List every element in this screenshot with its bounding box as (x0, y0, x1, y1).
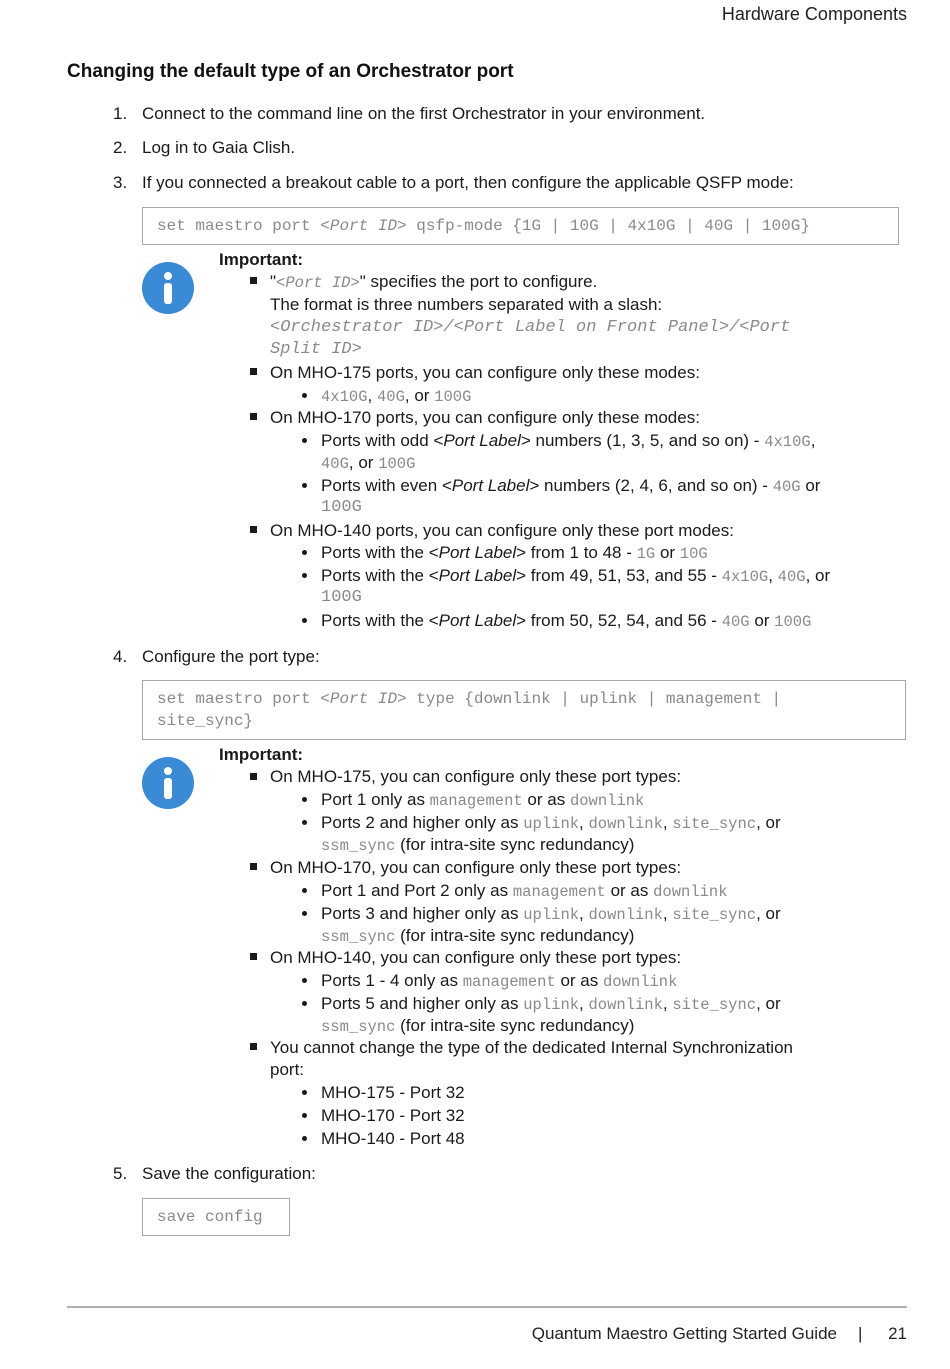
footer-divider (67, 1306, 907, 1308)
list-item-continued: 40G, or 100G (321, 453, 416, 473)
step-number: 4. (113, 647, 128, 666)
list-item-text: The format is three numbers separated with a slash: (270, 295, 663, 314)
list-item: Port 1 and Port 2 only as management or as downlink (321, 881, 728, 901)
list-item: Ports with the <Port Label> from 1 to 48 - 1G or 10G (321, 543, 708, 563)
bullet-dot (302, 1090, 307, 1095)
info-icon (142, 262, 194, 314)
bullet-dot (302, 438, 307, 443)
footer-separator: | (858, 1324, 863, 1343)
bullet-dot (302, 978, 307, 983)
list-item: Ports with odd <Port Label> numbers (1, 3, 5, and so on) - 4x10G, (321, 431, 816, 451)
list-item: MHO-170 - Port 32 (321, 1106, 465, 1125)
list-item-continued: ssm_sync (for intra-site sync redundancy) (321, 1016, 635, 1036)
step-number: 5. (113, 1164, 128, 1183)
step-number: 2. (113, 138, 128, 157)
bullet-dot (302, 1113, 307, 1118)
list-item: MHO-175 - Port 32 (321, 1083, 465, 1102)
list-item-continued: ssm_sync (for intra-site sync redundancy) (321, 926, 635, 946)
bullet-dot (302, 618, 307, 623)
code-placeholder: <Port ID> (320, 217, 407, 235)
code-text: set maestro port (157, 217, 321, 235)
info-icon (142, 757, 194, 809)
list-item: On MHO-170 ports, you can configure only these modes: (270, 408, 700, 427)
bullet-dot (302, 1001, 307, 1006)
code-format: Split ID> (270, 340, 362, 359)
code-format: <Orchestrator ID>/<Port Label on Front Panel>/<Port (270, 318, 791, 337)
bullet-dot (302, 911, 307, 916)
bullet-dot (302, 550, 307, 555)
page-number: 21 (888, 1324, 907, 1343)
bullet-square (250, 526, 257, 533)
important-heading: Important: (219, 250, 304, 269)
step-text: Connect to the command line on the first Orchestrator in your environment. (142, 104, 706, 123)
bullet-square (250, 277, 257, 284)
bullet-dot (302, 888, 307, 893)
step-number: 3. (113, 173, 128, 192)
bullet-square (250, 863, 257, 870)
bullet-square (250, 773, 257, 780)
list-item: On MHO-175, you can configure only these port types: (270, 767, 682, 786)
footer-guide-title: Quantum Maestro Getting Started Guide (531, 1324, 837, 1343)
bullet-dot (302, 797, 307, 802)
list-item: 4x10G, 40G, or 100G (321, 386, 472, 406)
list-item-continued: ssm_sync (for intra-site sync redundancy) (321, 835, 635, 855)
step-number: 1. (113, 104, 128, 123)
list-item: Port 1 only as management or as downlink (321, 790, 645, 810)
list-item: On MHO-170, you can configure only these port types: (270, 858, 682, 877)
step-text: Configure the port type: (142, 647, 320, 666)
bullet-square (250, 368, 257, 375)
bullet-square (250, 413, 257, 420)
code-placeholder: <Port ID> (320, 690, 407, 708)
list-item: On MHO-175 ports, you can configure only these modes: (270, 363, 700, 382)
list-item: Ports with the <Port Label> from 49, 51, 53, and 55 - 4x10G, 40G, or (321, 566, 831, 586)
bullet-square (250, 1043, 257, 1050)
step-text: If you connected a breakout cable to a port, then configure the applicable QSFP mode: (142, 173, 794, 192)
list-item: Ports 1 - 4 only as management or as downlink (321, 971, 678, 991)
list-item: Ports 5 and higher only as uplink, downlink, site_sync, or (321, 994, 781, 1014)
list-item: Ports with the <Port Label> from 50, 52, 54, and 56 - 40G or 100G (321, 611, 812, 631)
list-item: Ports 2 and higher only as uplink, downlink, site_sync, or (321, 813, 781, 833)
list-item: "<Port ID>" specifies the port to configure. (270, 272, 598, 292)
list-item: Ports 3 and higher only as uplink, downlink, site_sync, or (321, 904, 781, 924)
bullet-dot (302, 573, 307, 578)
step-text: Save the configuration: (142, 1164, 316, 1183)
code-block-port-type (142, 680, 906, 740)
list-item: Ports with even <Port Label> numbers (2, 4, 6, and so on) - 40G or (321, 476, 821, 496)
bullet-dot (302, 820, 307, 825)
list-item: MHO-140 - Port 48 (321, 1129, 465, 1148)
code-text: qsfp-mode {1G | 10G | 4x10G | 40G | 100G} (406, 217, 810, 235)
list-item: You cannot change the type of the dedicated Internal Synchronization (270, 1038, 793, 1057)
code-block-save-config: save config (142, 1198, 290, 1236)
list-item: On MHO-140 ports, you can configure only these port modes: (270, 521, 734, 540)
list-item-continued: port: (270, 1060, 305, 1079)
step-text: Log in to Gaia Clish. (142, 138, 296, 157)
code-text: site_sync} (157, 712, 254, 730)
bullet-square (250, 953, 257, 960)
bullet-dot (302, 1136, 307, 1141)
bullet-dot (302, 393, 307, 398)
section-title: Changing the default type of an Orchestrator port (67, 61, 514, 82)
page-header-title: Hardware Components (721, 4, 907, 24)
important-heading: Important: (219, 745, 304, 764)
code-text: set maestro port (157, 690, 321, 708)
bullet-dot (302, 483, 307, 488)
list-item-continued: 100G (321, 498, 362, 517)
code-text: type {downlink | uplink | management | (406, 690, 782, 708)
list-item: On MHO-140, you can configure only these port types: (270, 948, 682, 967)
code-block-qsfp-mode (142, 207, 899, 245)
list-item-continued: 100G (321, 588, 362, 607)
